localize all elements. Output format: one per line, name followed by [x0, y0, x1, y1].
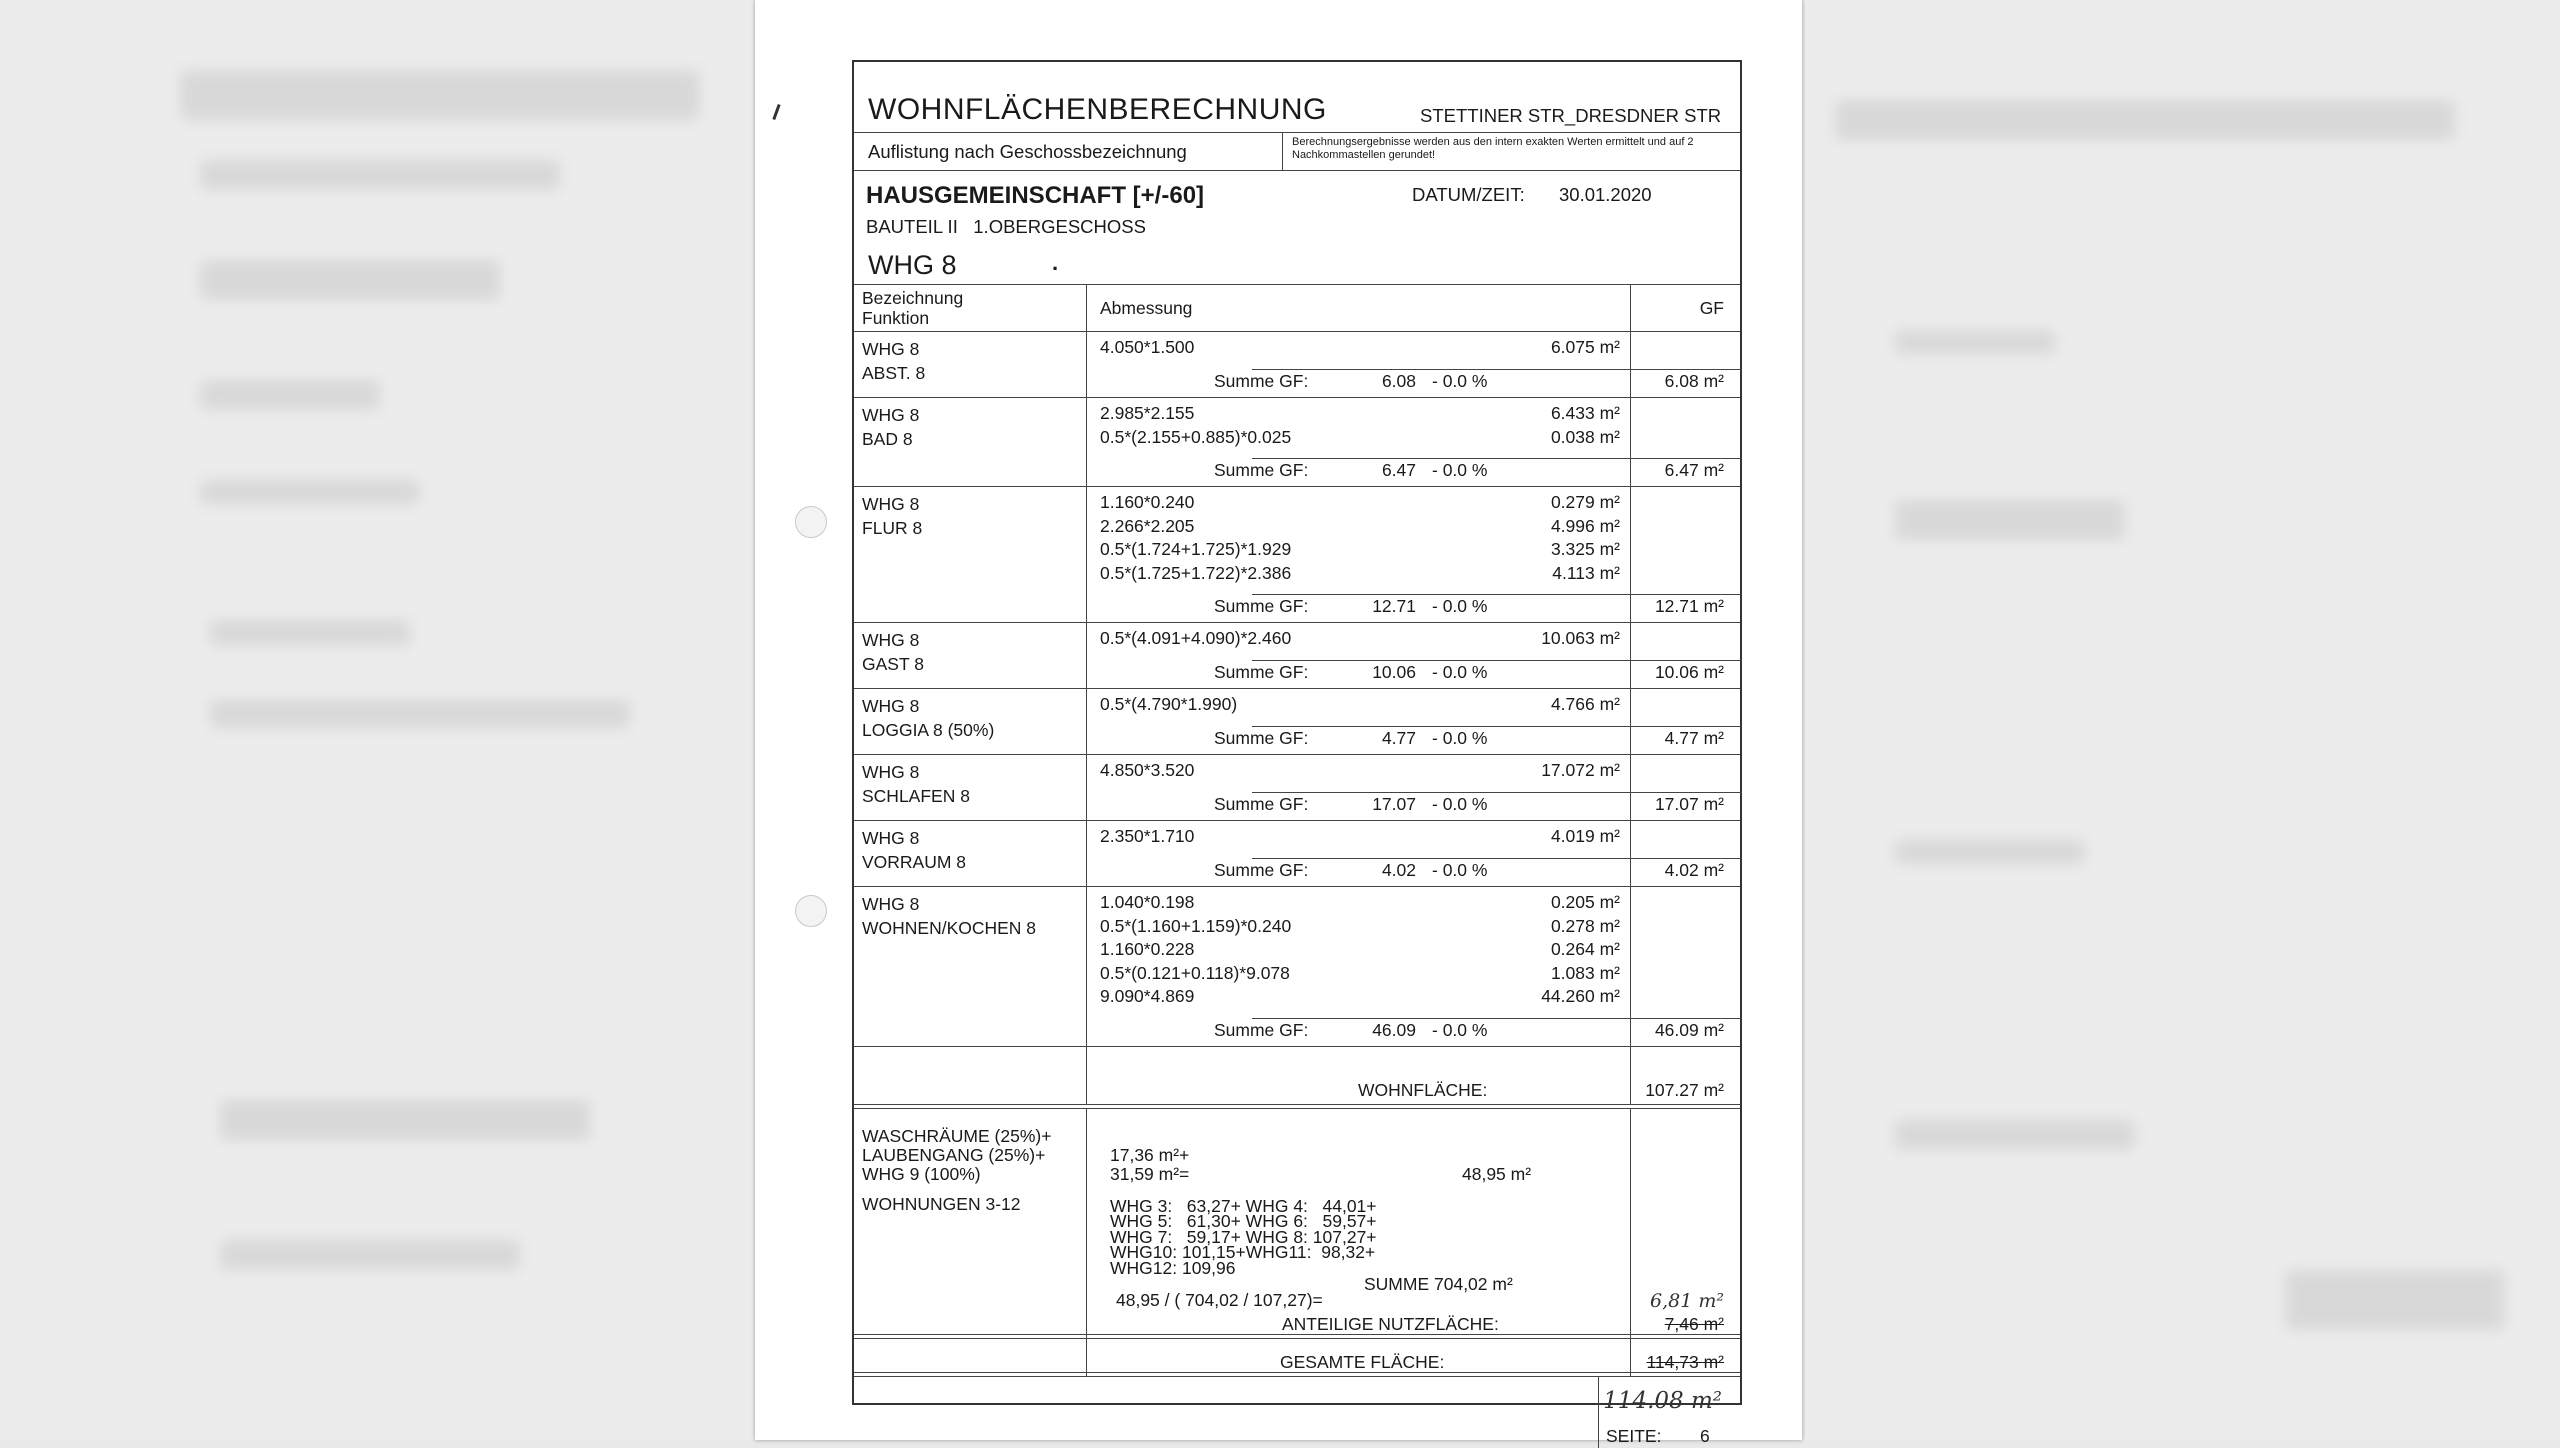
column-header-gf: GF	[1699, 298, 1724, 318]
shared-label-wohnungen: WOHNUNGEN 3-12	[862, 1193, 1021, 1214]
gesamt-label: GESAMTE FLÄCHE:	[1280, 1351, 1445, 1372]
sum-value: 46.09	[1372, 1019, 1416, 1040]
calc-area: 4.113 m²	[1552, 562, 1620, 583]
sum-label: Summe GF:	[1214, 596, 1309, 616]
summe-total: SUMME 704,02 m²	[1364, 1273, 1513, 1294]
page-number: 6	[1700, 1425, 1710, 1446]
calc-expression: 2.985*2.155	[1100, 403, 1195, 423]
calc-area: 6.433 m²	[1550, 403, 1620, 423]
unit-heading: WHG 8	[868, 250, 957, 280]
unit-mark: .	[1052, 250, 1059, 275]
sum-label: Summe GF:	[1214, 371, 1309, 391]
sum-label: Summe GF:	[1214, 794, 1309, 814]
date-label: DATUM/ZEIT:	[1412, 184, 1525, 205]
gesamt-handwritten: 114.08 m²	[1603, 1387, 1722, 1414]
calc-expression: 0.5*(0.121+0.118)*9.078	[1100, 962, 1290, 983]
room-gf: 46.09 m²	[1654, 1019, 1724, 1040]
sum-label: Summe GF:	[1214, 662, 1309, 682]
calc-expression: 9.090*4.869	[1100, 986, 1195, 1006]
shared-calc-result: 48,95 m²	[1462, 1163, 1532, 1184]
date-value: 30.01.2020	[1559, 184, 1652, 205]
whg-area-line: WHG 3: 63,27+ WHG 4: 44,01+	[1110, 1195, 1377, 1216]
pen-mark	[772, 104, 780, 120]
room-name: WOHNEN/KOCHEN 8	[862, 918, 1037, 938]
sum-percent: - 0.0 %	[1432, 728, 1488, 748]
floor-label: BAUTEIL II 1.OBERGESCHOSS	[866, 216, 1146, 237]
sum-value: 12.71	[1372, 596, 1416, 616]
room-gf: 6.47 m²	[1664, 460, 1724, 480]
calc-expression: 0.5*(1.724+1.725)*1.929	[1100, 539, 1292, 559]
room-gf: 6.08 m²	[1664, 371, 1724, 391]
calc-expression: 1.160*0.240	[1100, 492, 1195, 512]
nutzflaeche-value: 7,46 m²	[1664, 1313, 1724, 1334]
sum-value: 6.47	[1381, 460, 1416, 480]
calc-area: 44.260 m²	[1541, 986, 1620, 1006]
calc-area: 4.766 m²	[1550, 694, 1620, 714]
page-label: SEITE:	[1606, 1425, 1662, 1446]
room-name: GAST 8	[862, 654, 924, 674]
room-unit: WHG 8	[862, 630, 920, 650]
sum-value: 10.06	[1372, 662, 1416, 682]
nutzflaeche-label: ANTEILIGE NUTZFLÄCHE:	[1282, 1313, 1499, 1334]
whg-area-line: WHG12: 109,96	[1110, 1257, 1236, 1278]
sum-percent: - 0.0 %	[1432, 371, 1488, 391]
column-header-funktion: Funktion	[862, 308, 930, 328]
room-gf: 12.71 m²	[1654, 596, 1724, 616]
room-unit: WHG 8	[862, 894, 920, 914]
column-header-bezeichnung: Bezeichnung	[862, 288, 964, 308]
room-name: BAD 8	[862, 429, 913, 449]
sum-percent: - 0.0 %	[1432, 1019, 1488, 1040]
punch-hole	[795, 895, 827, 927]
rounding-note: Berechnungsergebnisse werden aus den intern exakten Werten ermittelt und auf 2 Nachkommastellen gerundet!	[1292, 136, 1694, 162]
room-unit: WHG 8	[862, 828, 920, 848]
calc-area: 0.038 m²	[1550, 426, 1620, 447]
calc-area: 0.279 m²	[1550, 492, 1620, 512]
calc-expression: 1.040*0.198	[1100, 892, 1195, 912]
calc-area: 10.063 m²	[1541, 628, 1620, 648]
sum-value: 17.07	[1372, 794, 1416, 814]
calc-expression: 0.5*(2.155+0.885)*0.025	[1100, 426, 1292, 447]
sum-label: Summe GF:	[1214, 1019, 1309, 1040]
document-title: WOHNFLÄCHENBERECHNUNG	[868, 93, 1327, 126]
calc-expression: 0.5*(4.091+4.090)*2.460	[1100, 628, 1292, 648]
sum-value: 4.77	[1381, 728, 1416, 748]
sum-percent: - 0.0 %	[1432, 860, 1488, 880]
sum-value: 6.08	[1381, 371, 1416, 391]
calc-expression: 2.266*2.205	[1100, 515, 1195, 536]
room-unit: WHG 8	[862, 762, 920, 782]
calc-expression: 2.350*1.710	[1100, 826, 1195, 846]
calc-expression: 0.5*(1.160+1.159)*0.240	[1100, 915, 1292, 936]
room-unit: WHG 8	[862, 339, 920, 359]
room-gf: 4.02 m²	[1664, 860, 1724, 880]
calc-area: 6.075 m²	[1550, 337, 1620, 357]
room-name: VORRAUM 8	[862, 852, 967, 872]
calc-expression: 4.050*1.500	[1100, 337, 1195, 357]
whg-area-line: WHG 5: 61,30+ WHG 6: 59,57+	[1110, 1211, 1377, 1231]
room-unit: WHG 8	[862, 494, 920, 514]
gesamt-value: 114,73 m²	[1646, 1351, 1724, 1372]
calculation-sheet	[852, 60, 1742, 1446]
calc-area: 17.072 m²	[1541, 760, 1620, 780]
background-right	[1805, 0, 2560, 1440]
calc-expression: 1.160*0.228	[1100, 939, 1195, 959]
shared-label-whg9: WHG 9 (100%)	[862, 1163, 981, 1184]
sum-label: Summe GF:	[1214, 860, 1309, 880]
room-gf: 17.07 m²	[1654, 794, 1724, 814]
calc-expression: 0.5*(4.790*1.990)	[1100, 694, 1238, 714]
room-name: LOGGIA 8 (50%)	[862, 720, 995, 740]
calc-expression: 4.850*3.520	[1100, 760, 1195, 780]
group-heading: HAUSGEMEINSCHAFT [+/-60]	[866, 182, 1205, 209]
calc-area: 0.205 m²	[1550, 892, 1620, 912]
room-gf: 10.06 m²	[1654, 662, 1724, 682]
wohnflaeche-label: WOHNFLÄCHE:	[1358, 1079, 1488, 1100]
room-name: SCHLAFEN 8	[862, 786, 970, 806]
sum-percent: - 0.0 %	[1432, 662, 1488, 682]
calc-area: 4.019 m²	[1550, 826, 1620, 846]
room-gf: 4.77 m²	[1664, 728, 1724, 748]
calc-area: 1.083 m²	[1550, 962, 1620, 983]
calc-area: 4.996 m²	[1550, 515, 1620, 536]
room-name: FLUR 8	[862, 518, 923, 538]
room-name: ABST. 8	[862, 363, 926, 383]
sum-percent: - 0.0 %	[1432, 460, 1488, 480]
calc-area: 3.325 m²	[1550, 539, 1620, 559]
calc-area: 0.264 m²	[1550, 939, 1620, 959]
share-formula: 48,95 / ( 704,02 / 107,27)=	[1116, 1289, 1323, 1310]
shared-label-waschraeume: WASCHRÄUME (25%)+	[862, 1125, 1052, 1146]
room-unit: WHG 8	[862, 405, 920, 425]
document-page	[755, 0, 1802, 1446]
background-left	[0, 0, 755, 1440]
wohnflaeche-value: 107.27 m²	[1645, 1079, 1724, 1100]
calc-expression: 0.5*(1.725+1.722)*2.386	[1100, 562, 1292, 583]
room-unit: WHG 8	[862, 696, 920, 716]
sum-value: 4.02	[1381, 860, 1416, 880]
sum-percent: - 0.0 %	[1432, 596, 1488, 616]
document-subtitle: Auflistung nach Geschossbezeichnung	[868, 141, 1187, 162]
project-name: STETTINER STR_DRESDNER STR	[1420, 105, 1722, 126]
sum-percent: - 0.0 %	[1432, 794, 1488, 814]
nutzflaeche-handwritten: 6,81 m²	[1650, 1289, 1724, 1312]
shared-calc-2: 31,59 m²=	[1110, 1163, 1190, 1184]
column-header-abmessung: Abmessung	[1100, 298, 1193, 318]
punch-hole	[795, 506, 827, 538]
whg-area-line: WHG 7: 59,17+ WHG 8: 107,27+	[1110, 1226, 1377, 1247]
shared-label-laubengang: LAUBENGANG (25%)+	[862, 1144, 1046, 1165]
sum-label: Summe GF:	[1214, 460, 1309, 480]
shared-calc-1: 17,36 m²+	[1110, 1144, 1190, 1165]
calc-area: 0.278 m²	[1550, 915, 1620, 936]
whg-area-line: WHG10: 101,15+WHG11: 98,32+	[1110, 1242, 1376, 1262]
sum-label: Summe GF:	[1214, 728, 1309, 748]
